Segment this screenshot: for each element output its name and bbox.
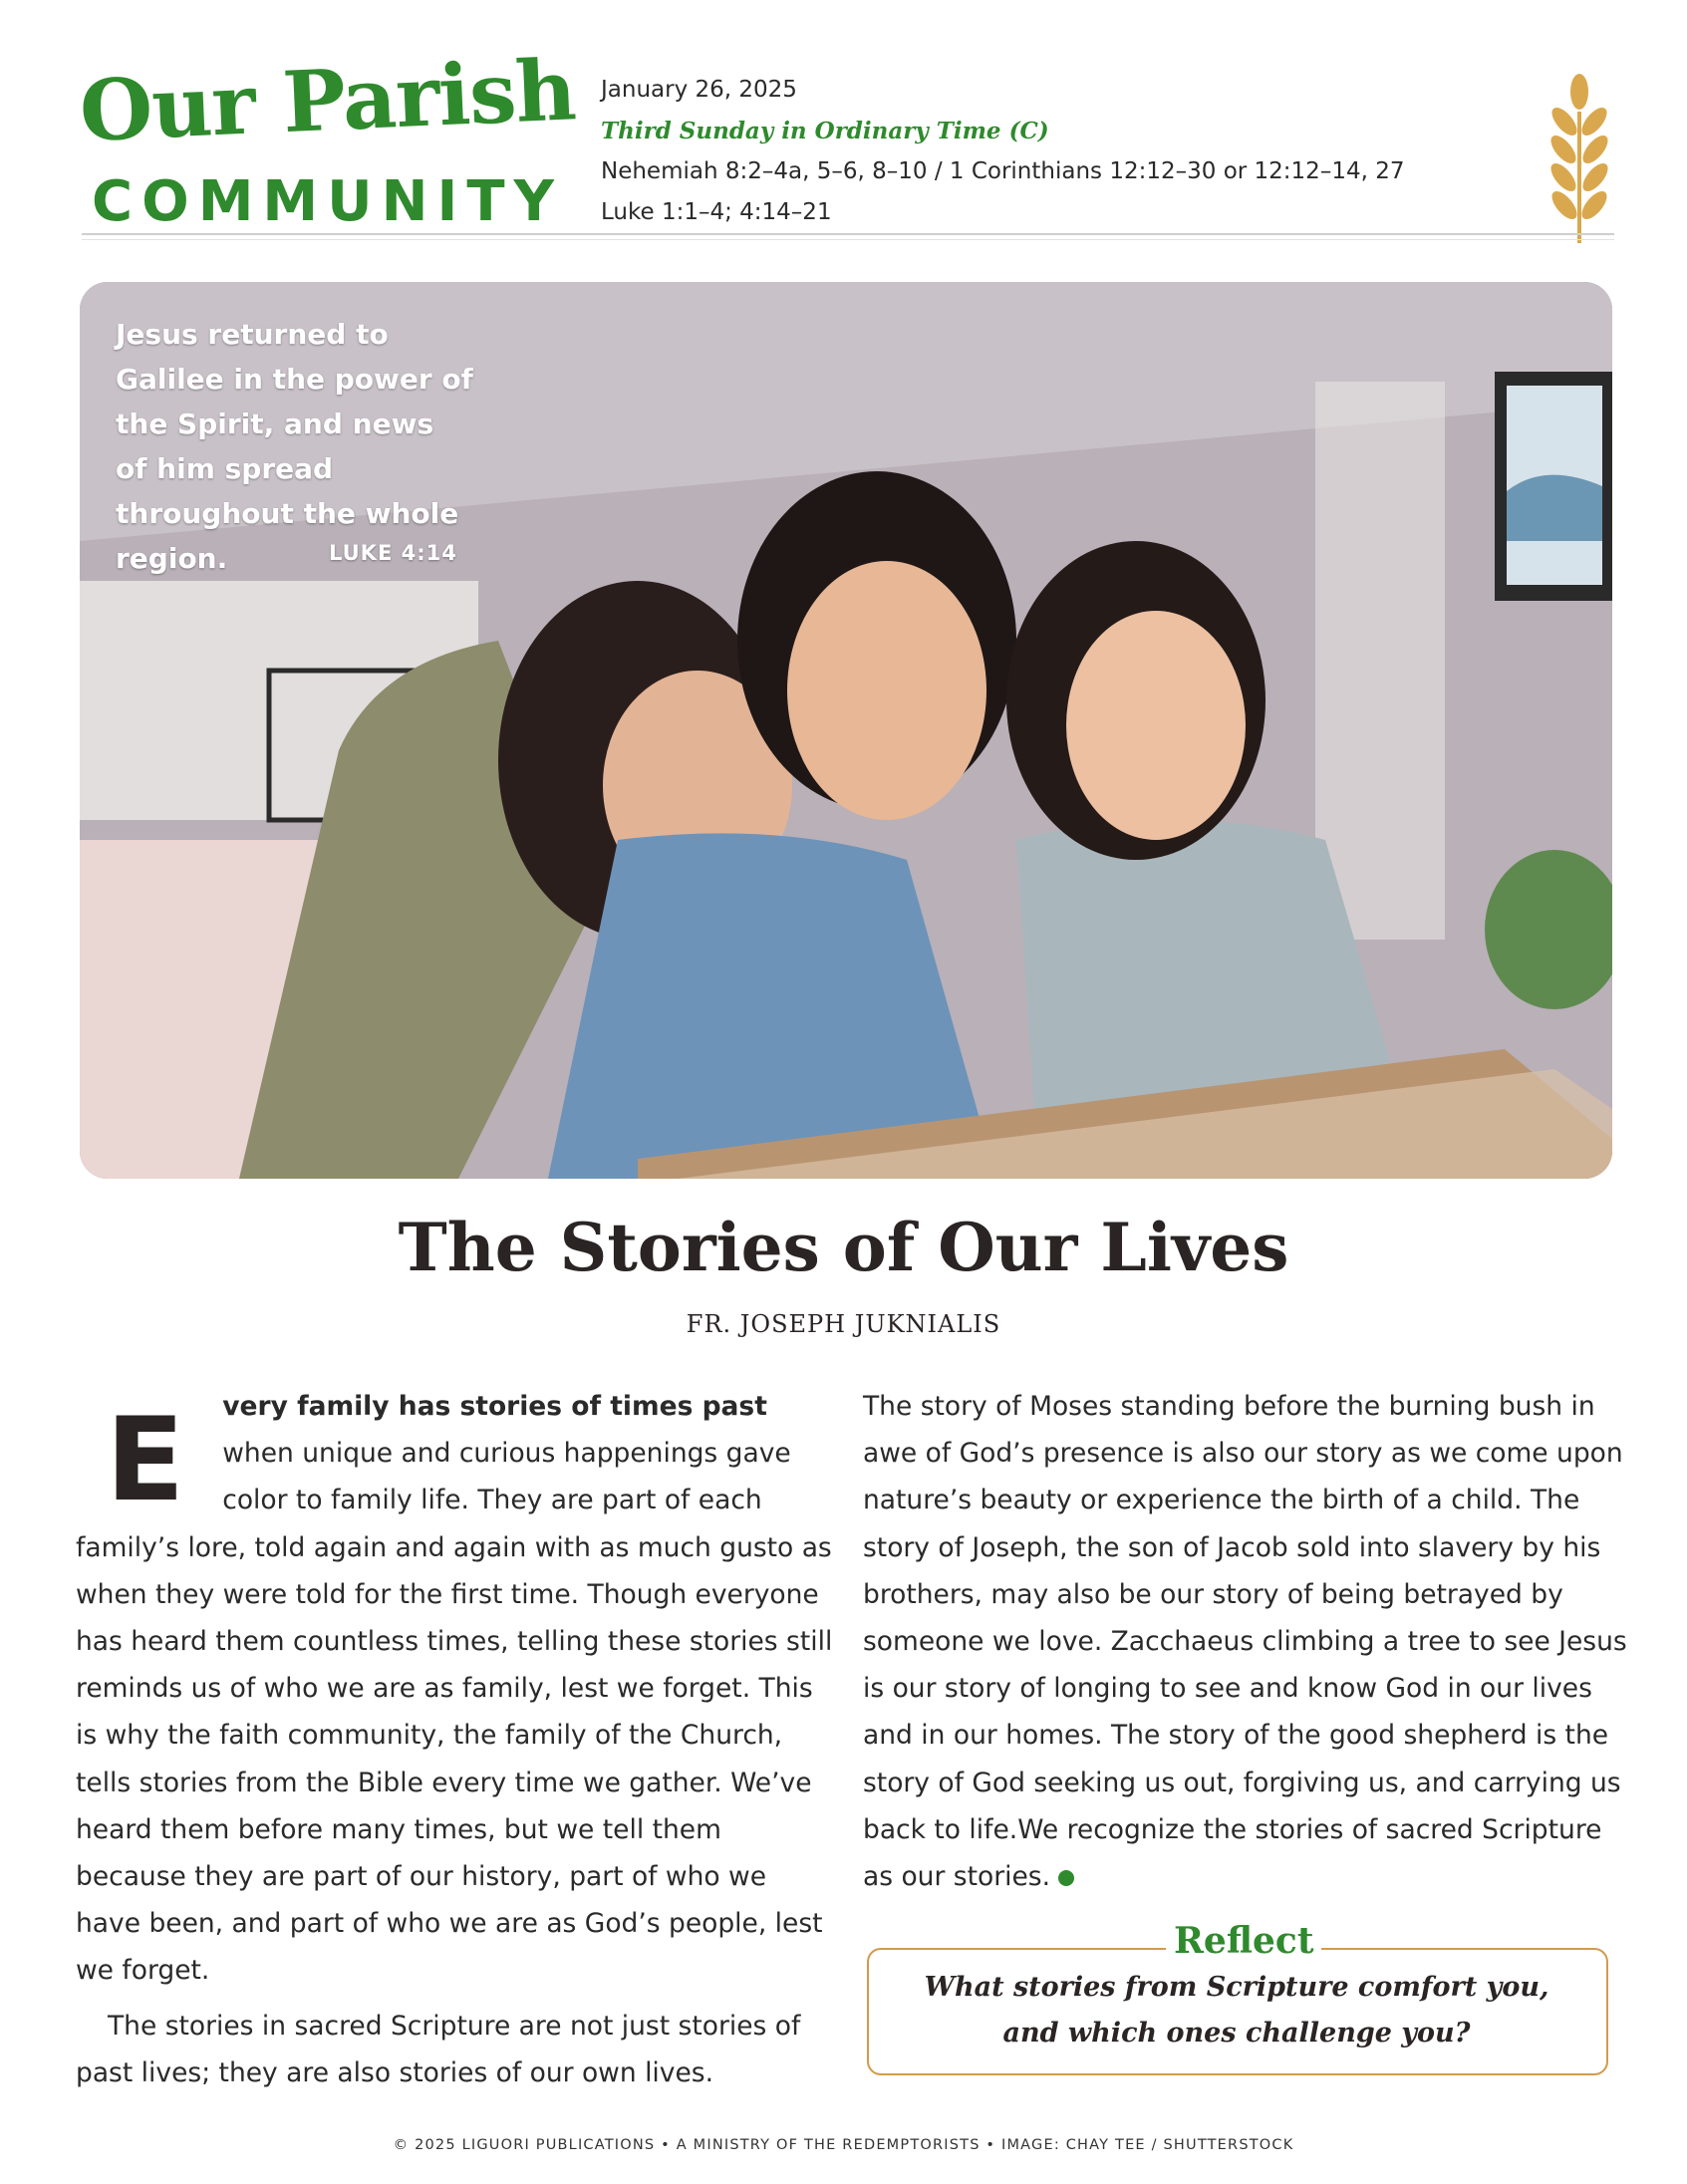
readings-line-1: Nehemiah 8:2–4a, 5–6, 8–10 / 1 Corinthians 12:12–30 or 12:12–14, 27 (601, 158, 1405, 184)
footer-credit: © 2025 LIGUORI PUBLICATIONS • A MINISTRY OF THE REDEMPTORISTS • IMAGE: CHAY TEE / SHUTTERSTOCK (393, 2137, 1294, 2153)
article-title: The Stories of Our Lives (398, 1209, 1289, 1286)
header-rule (82, 233, 1614, 235)
article-paragraph-1 (76, 1383, 833, 1995)
issue-info (601, 70, 1518, 233)
article-paragraph-3 (863, 1383, 1630, 1900)
header-rule-secondary (82, 239, 1614, 240)
hero-photo (80, 282, 1612, 1179)
issue-date: January 26, 2025 (601, 77, 797, 103)
article-byline: FR. JOSEPH JUKNIALIS (686, 1310, 1001, 1338)
reflect-question (877, 1965, 1596, 2056)
reflect-question-line-2: and which ones challenge you? (1002, 2018, 1471, 2048)
paragraph-1-body: when unique and curious happenings gave color to family life. They are part of each family’s lore, told again and again with as much gusto as when they were told for the first time. Though everyone has heard them countless times, telling these stories still reminds us of who we are as family, lest we forget. This is why the faith community, the family of the Church, tells stories from the Bible every time we gather. We’ve heard them before many times, but we tell them because they are part of our history, part of who we have been, and part of who we are as God’s people, lest we forget. (76, 1438, 833, 1987)
article-column-left (76, 1383, 833, 2096)
masthead-subtitle: COMMUNITY (92, 169, 564, 234)
paragraph-3-body: The story of Moses standing before the burning bush in awe of God’s presence is also our story as we come upon nature’s beauty or experience the birth of a child. The story of Joseph, the son of Jacob sold into slavery by his brothers, may also be our story of being betrayed by someone we love. Zacchaeus climbing a tree to see Jesus is our story of longing to see and know God in our lives and in our homes. The story of the good shepherd is the story of God seeking us out, forgiving us, and carrying us back to life.We recognize the stories of sacred Scripture as our stories. (863, 1391, 1627, 1893)
reflect-heading: Reflect (1166, 1919, 1321, 1963)
end-dot-icon (1058, 1870, 1074, 1886)
readings-line-2: Luke 1:1–4; 4:14–21 (601, 199, 832, 225)
masthead (77, 40, 623, 234)
masthead-title: Our Parish (77, 40, 578, 160)
reflect-question-line-1: What stories from Scripture comfort you, (924, 1972, 1549, 2003)
drop-cap: E (106, 1393, 185, 1527)
article-column-right (863, 1383, 1630, 1900)
scripture-quote: Jesus returned to Galilee in the power of the Spirit, and news of him spread throughout the whole region. (116, 318, 473, 575)
liturgical-day: Third Sunday in Ordinary Time (C) (601, 118, 1049, 144)
lead-in: very family has stories of times past (222, 1391, 767, 1422)
article-paragraph-2: The stories in sacred Scripture are not just stories of past lives; they are also stories of our own lives. (76, 2010, 801, 2088)
wheat-icon (1535, 72, 1624, 243)
scripture-citation: LUKE 4:14 (329, 541, 457, 565)
